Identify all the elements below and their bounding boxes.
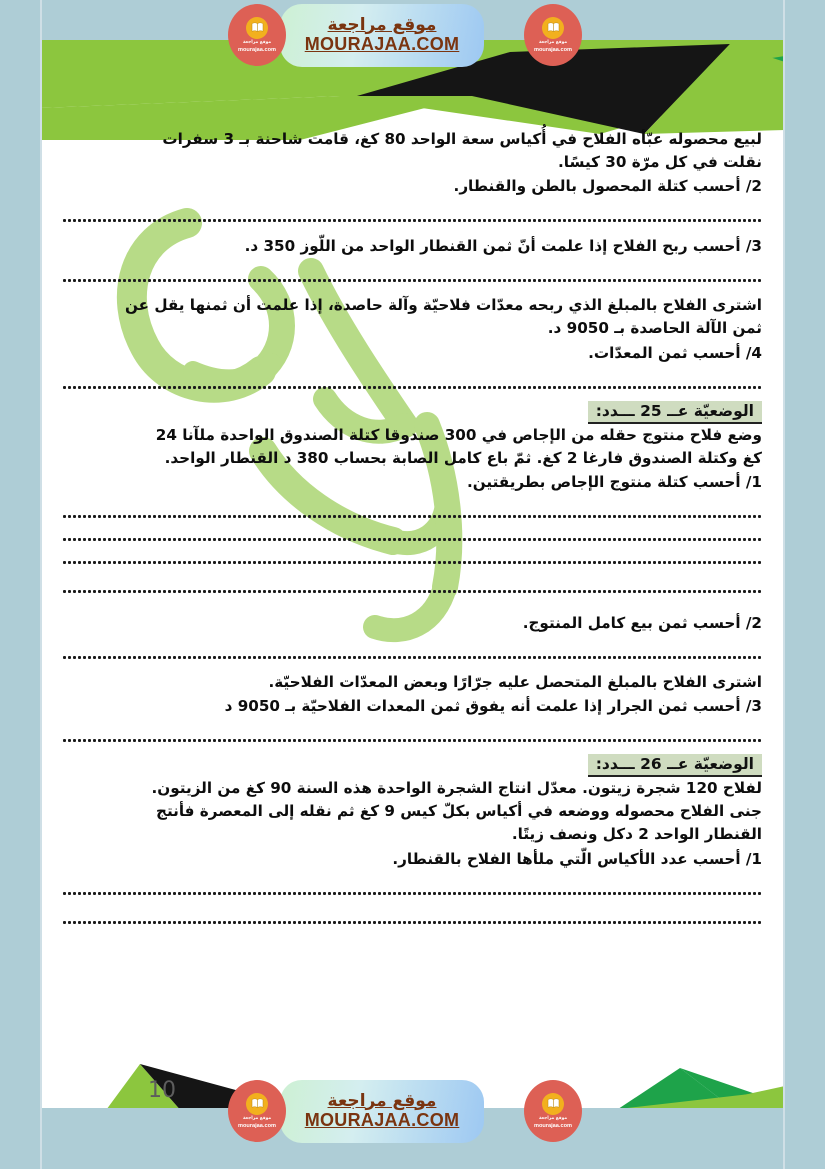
spacer bbox=[62, 635, 762, 648]
badge-site-label: mourajaa.com bbox=[238, 47, 276, 54]
answer-line[interactable] bbox=[62, 648, 762, 664]
watermark-arabic-label: موقع مراجعة bbox=[327, 14, 437, 35]
badge-site-label: mourajaa.com bbox=[534, 1123, 572, 1130]
book-icon bbox=[542, 1093, 564, 1115]
watermark-site-label: MOURAJAA.COM bbox=[304, 1110, 460, 1131]
mourajaa-logo-badge bbox=[228, 1080, 286, 1142]
spacer bbox=[62, 664, 762, 671]
worksheet-content bbox=[62, 128, 762, 929]
spacer bbox=[62, 394, 762, 401]
situation-25-line-1: وضع فلاح منتوج حقله من الإجاص في 300 صندوقا كتلة الصندوق الواحدة ملآنا 24 bbox=[155, 425, 762, 444]
watermark-pill-bottom bbox=[280, 1080, 484, 1143]
answer-line[interactable] bbox=[62, 884, 762, 900]
answer-line[interactable] bbox=[62, 731, 762, 747]
badge-site-label: mourajaa.com bbox=[238, 1123, 276, 1130]
spacer bbox=[62, 227, 762, 234]
situation-26-heading: الوضعيّة عــ 26 ـــدد: bbox=[588, 754, 762, 777]
badge-site-label: mourajaa.com bbox=[534, 47, 572, 54]
situation-25-line-2: كغ وكتلة الصندوق فارغا 2 كغ. ثمّ باع كامل الصابة بحساب 380 د القنطار الواحد. bbox=[164, 448, 762, 467]
book-icon bbox=[246, 1093, 268, 1115]
intro-line-1: لبيع محصوله عبّأه الفلاح في أُكياس سعة الواحد 80 كغ، قامت شاحنة بـ 3 سفرات bbox=[162, 130, 762, 148]
spacer bbox=[62, 747, 762, 754]
worksheet-page bbox=[40, 0, 785, 1169]
badge-arabic-label: موقع مراجعة bbox=[242, 1115, 272, 1121]
answer-line[interactable] bbox=[62, 271, 762, 287]
watermark-site-label: MOURAJAA.COM bbox=[304, 34, 460, 55]
intro-question-4: 4/ أحسب ثمن المعدّات. bbox=[588, 343, 762, 362]
spacer bbox=[62, 546, 762, 553]
answer-line[interactable] bbox=[62, 378, 762, 394]
spacer bbox=[62, 258, 762, 271]
page-edge-right bbox=[783, 0, 785, 1169]
mourajaa-logo-badge bbox=[228, 4, 286, 66]
intro-question-2: 2/ أحسب كتلة المحصول بالطن والقنطار. bbox=[453, 177, 762, 196]
spacer bbox=[62, 494, 762, 507]
intro-line-2: نقلت في كل مرّة 30 كيسًا. bbox=[558, 153, 762, 172]
spacer bbox=[62, 523, 762, 530]
answer-line[interactable] bbox=[62, 530, 762, 546]
answer-line[interactable] bbox=[62, 211, 762, 227]
intro-question-3: 3/ أحسب ربح الفلاح إذا علمت أنّ ثمن القنطار الواحد من اللّوز 350 د. bbox=[244, 237, 762, 256]
situation-25-heading-row bbox=[62, 401, 762, 424]
page-edge-left bbox=[40, 0, 42, 1169]
answer-line[interactable] bbox=[62, 507, 762, 523]
situation-25-statement-2: اشترى الفلاح بالمبلغ المتحصل عليه جرّارًا وبعض المعدّات الفلاحيّة. bbox=[268, 673, 762, 692]
spacer bbox=[62, 569, 762, 582]
mourajaa-logo-badge bbox=[524, 1080, 582, 1142]
situation-26-question-1: 1/ أحسب عدد الأكياس الّتي ملأها الفلاح بالقنطار. bbox=[392, 849, 762, 868]
spacer bbox=[62, 598, 762, 611]
spacer bbox=[62, 365, 762, 378]
watermark-pill-top bbox=[280, 4, 484, 67]
page-frame-left bbox=[0, 0, 40, 1169]
answer-line[interactable] bbox=[62, 553, 762, 569]
situation-25-heading: الوضعيّة عــ 25 ـــدد: bbox=[588, 401, 762, 424]
book-icon bbox=[246, 17, 268, 39]
situation-26-heading-row bbox=[62, 754, 762, 777]
mourajaa-logo-badge bbox=[524, 4, 582, 66]
watermark-arabic-label: موقع مراجعة bbox=[327, 1090, 437, 1111]
spacer bbox=[62, 900, 762, 913]
badge-arabic-label: موقع مراجعة bbox=[538, 39, 568, 45]
spacer bbox=[62, 287, 762, 294]
situation-26-line-2: جنى الفلاح محصوله ووضعه في أكياس بكلّ كيس 9 كغ ثم نقله إلى المعصرة فأنتج bbox=[156, 802, 762, 821]
answer-line[interactable] bbox=[62, 913, 762, 929]
situation-26-line-1: لفلاح 120 شجرة زيتون. معدّل انتاج الشجرة الواحدة هذه السنة 90 كغ من الزيتون. bbox=[151, 779, 762, 798]
spacer bbox=[62, 718, 762, 731]
spacer bbox=[62, 871, 762, 884]
situation-26-line-3: القنطار الواحد 2 دكل ونصف زيتًا. bbox=[511, 825, 762, 844]
intro-statement-2-line-2: ثمن الآلة الحاصدة بـ 9050 د. bbox=[547, 319, 762, 338]
answer-line[interactable] bbox=[62, 582, 762, 598]
badge-arabic-label: موقع مراجعة bbox=[242, 39, 272, 45]
page-number: 10 bbox=[148, 1078, 176, 1103]
badge-arabic-label: موقع مراجعة bbox=[538, 1115, 568, 1121]
situation-25-question-1: 1/ أحسب كتلة منتوج الإجاص بطريقتين. bbox=[466, 472, 762, 491]
situation-25-question-2: 2/ أحسب ثمن بيع كامل المنتوج. bbox=[522, 613, 762, 632]
situation-25-question-3: 3/ أحسب ثمن الجرار إذا علمت أنه يفوق ثمن المعدات الفلاحيّة بـ 9050 د bbox=[224, 697, 762, 716]
spacer bbox=[62, 198, 762, 211]
intro-statement-2-line-1: اشترى الفلاح بالمبلغ الذي ربحه معدّات فلاحيّة وآلة حاصدة، إذا علمت أن ثمنها يقل عن bbox=[124, 296, 762, 315]
page-frame-right bbox=[785, 0, 825, 1169]
book-icon bbox=[542, 17, 564, 39]
